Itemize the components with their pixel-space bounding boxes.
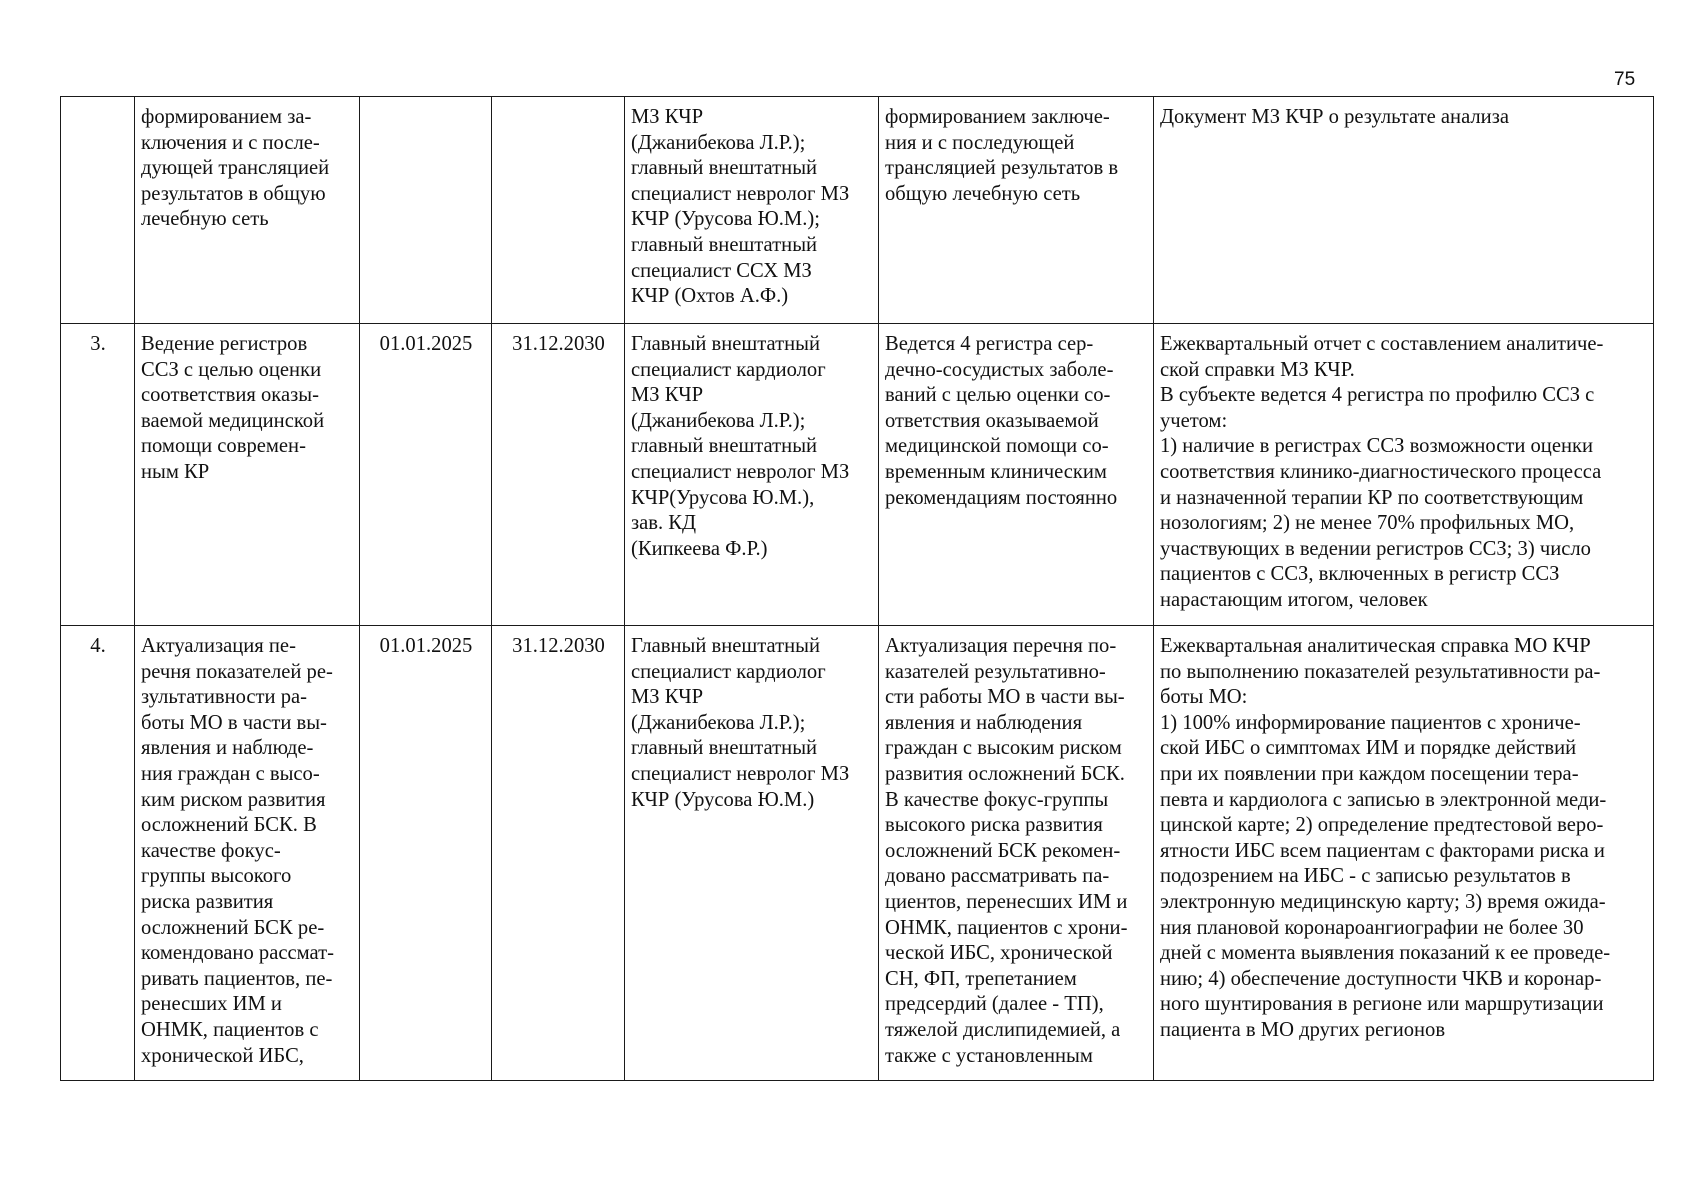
responsible-text: Главный внештатный специалист кардиолог МЗ КЧР (Джанибекова Л.Р.); главный внештатный специалист невролог МЗ КЧР (Урусова Ю.М.) <box>631 635 850 811</box>
responsible-cell <box>625 324 879 626</box>
start-date: 01.01.2025 <box>379 635 473 657</box>
row-number: 3. <box>90 333 106 355</box>
start-date-cell <box>360 324 492 626</box>
page-number: 75 <box>1614 69 1636 90</box>
end-date-cell <box>492 97 625 324</box>
responsible-text: Главный внештатный специалист кардиолог МЗ КЧР (Джанибекова Л.Р.); главный внештатный специалист невролог МЗ КЧР(Урусова Ю.М.), зав. КД (Кипкеева Ф.Р.) <box>631 333 850 560</box>
start-date-cell <box>360 626 492 1081</box>
result-text: Ежеквартальный отчет с составлением аналитиче- ской справки МЗ КЧР. В субъекте ведется 4 регистра по профилю ССЗ с учетом: 1) наличие в регистрах ССЗ возможности оценки соответствия клинико-диагностического процесса и назначенной терапии КР по соответствующим нозологиям; 2) не менее 70% профильных МО, участвующих в ведении регистров ССЗ; 3) число пациентов с ССЗ, включенных в регистр ССЗ нарастающим итогом, человек <box>1160 333 1604 611</box>
responsible-cell <box>625 626 879 1081</box>
measure-cell <box>135 324 360 626</box>
table-row <box>61 324 1654 626</box>
responsible-cell <box>625 97 879 324</box>
responsible-text: МЗ КЧР (Джанибекова Л.Р.); главный внештатный специалист невролог МЗ КЧР (Урусова Ю.М.); главный внештатный специалист ССХ МЗ КЧР (Охтов А.Ф.) <box>631 106 850 308</box>
table-row <box>61 626 1654 1081</box>
characteristic-text: Ведется 4 регистра сер- дечно-сосудистых заболе- ваний с целью оценки со- ответствия оказываемой медицинской помощи со- временным клиническим рекомендациям постоянно <box>885 333 1118 509</box>
end-date: 31.12.2030 <box>512 333 605 355</box>
table-row <box>61 97 1654 324</box>
row-number-cell <box>61 626 135 1081</box>
measure-cell <box>135 97 360 324</box>
result-text: Документ МЗ КЧР о результате анализа <box>1160 106 1509 128</box>
measure-text: формированием за- ключения и с после- дующей трансляцией результатов в общую лечебную сеть <box>141 106 330 231</box>
characteristic-cell <box>879 97 1154 324</box>
measure-text: Актуализация пе- речня показателей ре- зультативности ра- боты МО в части вы- явления и наблюде- ния граждан с высо- ким риском развития осложнений БСК. В качестве фокус- группы высокого риска развития осложнений БСК ре- комендовано рассмат- ривать пациентов, пе- ренесших ИМ и ОНМК, пациентов с хронической ИБС, <box>141 635 334 1067</box>
characteristic-cell <box>879 324 1154 626</box>
result-cell <box>1154 626 1654 1081</box>
measures-table <box>60 96 1654 1081</box>
end-date-cell <box>492 626 625 1081</box>
row-number-cell <box>61 97 135 324</box>
measure-cell <box>135 626 360 1081</box>
start-date: 01.01.2025 <box>379 333 473 355</box>
result-text: Ежеквартальная аналитическая справка МО КЧР по выполнению показателей результативности ра- боты МО: 1) 100% информирование пациентов с хрониче- ской ИБС о симптомах ИМ и порядке действий при их появлении при каждом посещении тера- певта и кардиолога с записью в электронной меди- цинской карте; 2) определение предтестовой веро- ятности ИБС всем пациентам с факторами риска и подозрением на ИБС - с записью результатов в электронную медицинскую карту; 3) время ожида- ния плановой коронароангиографии не более 30 дней с момента выявления показаний к ее проведе- нию; 4) обеспечение доступности ЧКВ и коронар- ного шунтирования в регионе или маршрутизации пациента в МО других регионов <box>1160 635 1611 1041</box>
characteristic-text: Актуализация перечня по- казателей результативно- сти работы МО в части вы- явления и наблюдения граждан с высоким риском развития осложнений БСК. В качестве фокус-группы высокого риска развития осложнений БСК рекомен- довано рассматривать па- циентов, перенесших ИМ и ОНМК, пациентов с хрони- ческой ИБС, хронической СН, ФП, трепетанием предсердий (далее - ТП), тяжелой дислипидемией, а также с установленным <box>885 635 1128 1067</box>
characteristic-cell <box>879 626 1154 1081</box>
row-number-cell <box>61 324 135 626</box>
characteristic-text: формированием заключе- ния и с последующей трансляцией результатов в общую лечебную сеть <box>885 106 1119 205</box>
result-cell <box>1154 324 1654 626</box>
row-number: 4. <box>90 635 106 657</box>
measure-text: Ведение регистров ССЗ с целью оценки соответствия оказы- ваемой медицинской помощи современ- ным КР <box>141 333 325 483</box>
end-date: 31.12.2030 <box>512 635 605 657</box>
result-cell <box>1154 97 1654 324</box>
start-date-cell <box>360 97 492 324</box>
end-date-cell <box>492 324 625 626</box>
